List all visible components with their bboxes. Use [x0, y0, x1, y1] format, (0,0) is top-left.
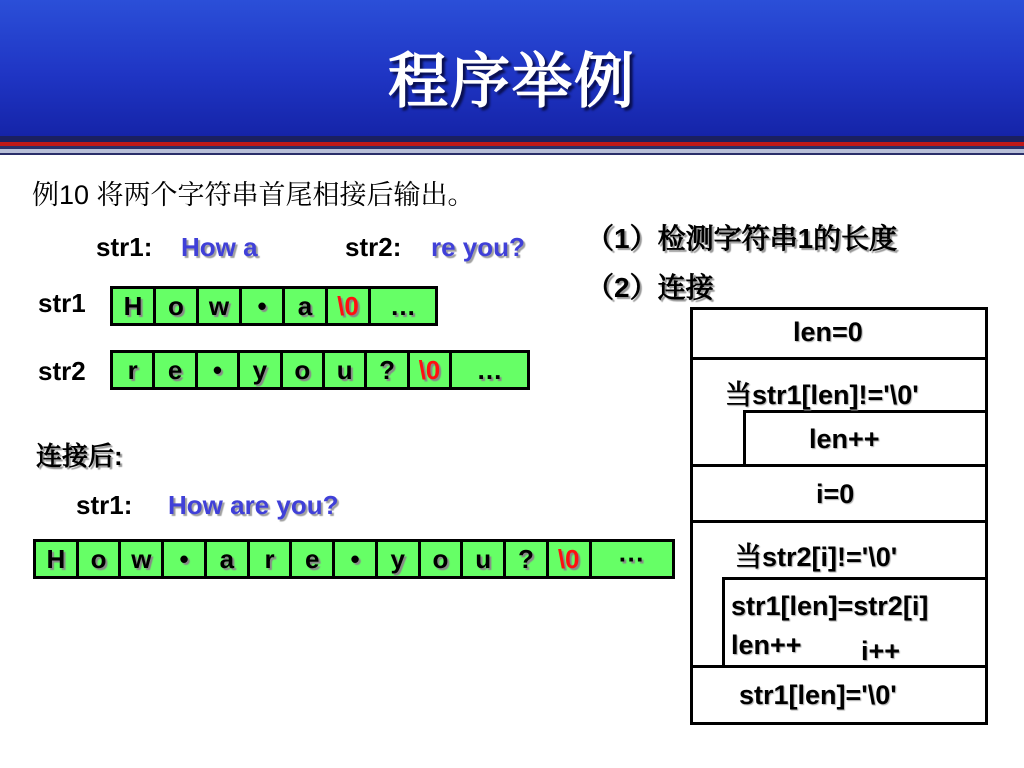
after-heading: 连接后:: [36, 441, 123, 471]
flowchart-divider: [693, 520, 985, 523]
array-cell: y: [240, 353, 282, 387]
str2-array-label: str2: [38, 356, 86, 386]
array-cell: H: [113, 289, 156, 323]
result-label: str1:: [76, 490, 133, 520]
flowchart-init-i: i=0: [816, 479, 855, 509]
slide-title: 程序举例: [388, 47, 636, 117]
array-cell: •: [242, 289, 285, 323]
flowchart-while-2-i-inc: i++: [861, 636, 901, 666]
array-cell: u: [325, 353, 367, 387]
flowchart-loop-bar: [743, 410, 746, 464]
flowchart-while-1-body: len++: [809, 424, 880, 454]
array-cell: o: [421, 542, 464, 576]
result-value: How are you?: [168, 490, 339, 520]
str2-input-label: str2:: [345, 232, 402, 262]
flowchart-while-1: 当str1[len]!='\0': [725, 380, 919, 410]
array-cell: w: [199, 289, 242, 323]
array-cell: •: [198, 353, 240, 387]
ellipsis-cell: ···: [618, 543, 645, 574]
array-cell: H: [36, 542, 79, 576]
str1-array: [110, 286, 438, 326]
array-cell: •: [335, 542, 378, 576]
str1-array-label: str1: [38, 288, 86, 318]
flowchart-init-len: len=0: [793, 317, 863, 347]
str1-input-value: How a: [181, 232, 258, 262]
array-cell: w: [121, 542, 164, 576]
null-terminator-cell: \0: [549, 542, 592, 576]
array-cell: u: [463, 542, 506, 576]
array-cell: o: [283, 353, 325, 387]
step-1: （1）检测字符串1的长度: [586, 223, 898, 254]
step-2: （2）连接: [586, 272, 714, 303]
flowchart-divider: [722, 577, 985, 580]
example-heading: 例10 将两个字符串首尾相接后输出。: [32, 180, 475, 210]
str1-input-label: str1:: [96, 232, 153, 262]
flowchart-divider: [693, 464, 985, 467]
flowchart-terminate: str1[len]='\0': [739, 680, 897, 710]
array-cell: e: [292, 542, 335, 576]
array-cell: a: [285, 289, 328, 323]
ellipsis-cell: …: [390, 290, 416, 321]
null-terminator-cell: \0: [328, 289, 371, 323]
array-cell: o: [79, 542, 122, 576]
array-cell: y: [378, 542, 421, 576]
flowchart-loop-bar: [722, 577, 725, 665]
array-cell: e: [155, 353, 197, 387]
divider-stripe: [0, 153, 1024, 155]
flowchart-while-2-len-inc: len++: [731, 630, 802, 660]
array-cell: o: [156, 289, 199, 323]
str2-input-value: re you?: [431, 232, 525, 262]
flowchart-while-2: 当str2[i]!='\0': [735, 542, 898, 572]
flowchart-divider: [693, 357, 985, 360]
flowchart-while-2-assign: str1[len]=str2[i]: [731, 591, 929, 621]
ellipsis-cell: …: [476, 354, 503, 385]
str2-array: [110, 350, 530, 390]
array-cell: •: [164, 542, 207, 576]
array-cell: r: [250, 542, 293, 576]
null-terminator-cell: \0: [410, 353, 452, 387]
ns-flowchart: [690, 307, 988, 725]
array-cell: ?: [367, 353, 409, 387]
result-array: [33, 539, 675, 579]
flowchart-divider: [693, 665, 985, 668]
array-cell: a: [207, 542, 250, 576]
array-cell: r: [113, 353, 155, 387]
array-cell: ?: [506, 542, 549, 576]
